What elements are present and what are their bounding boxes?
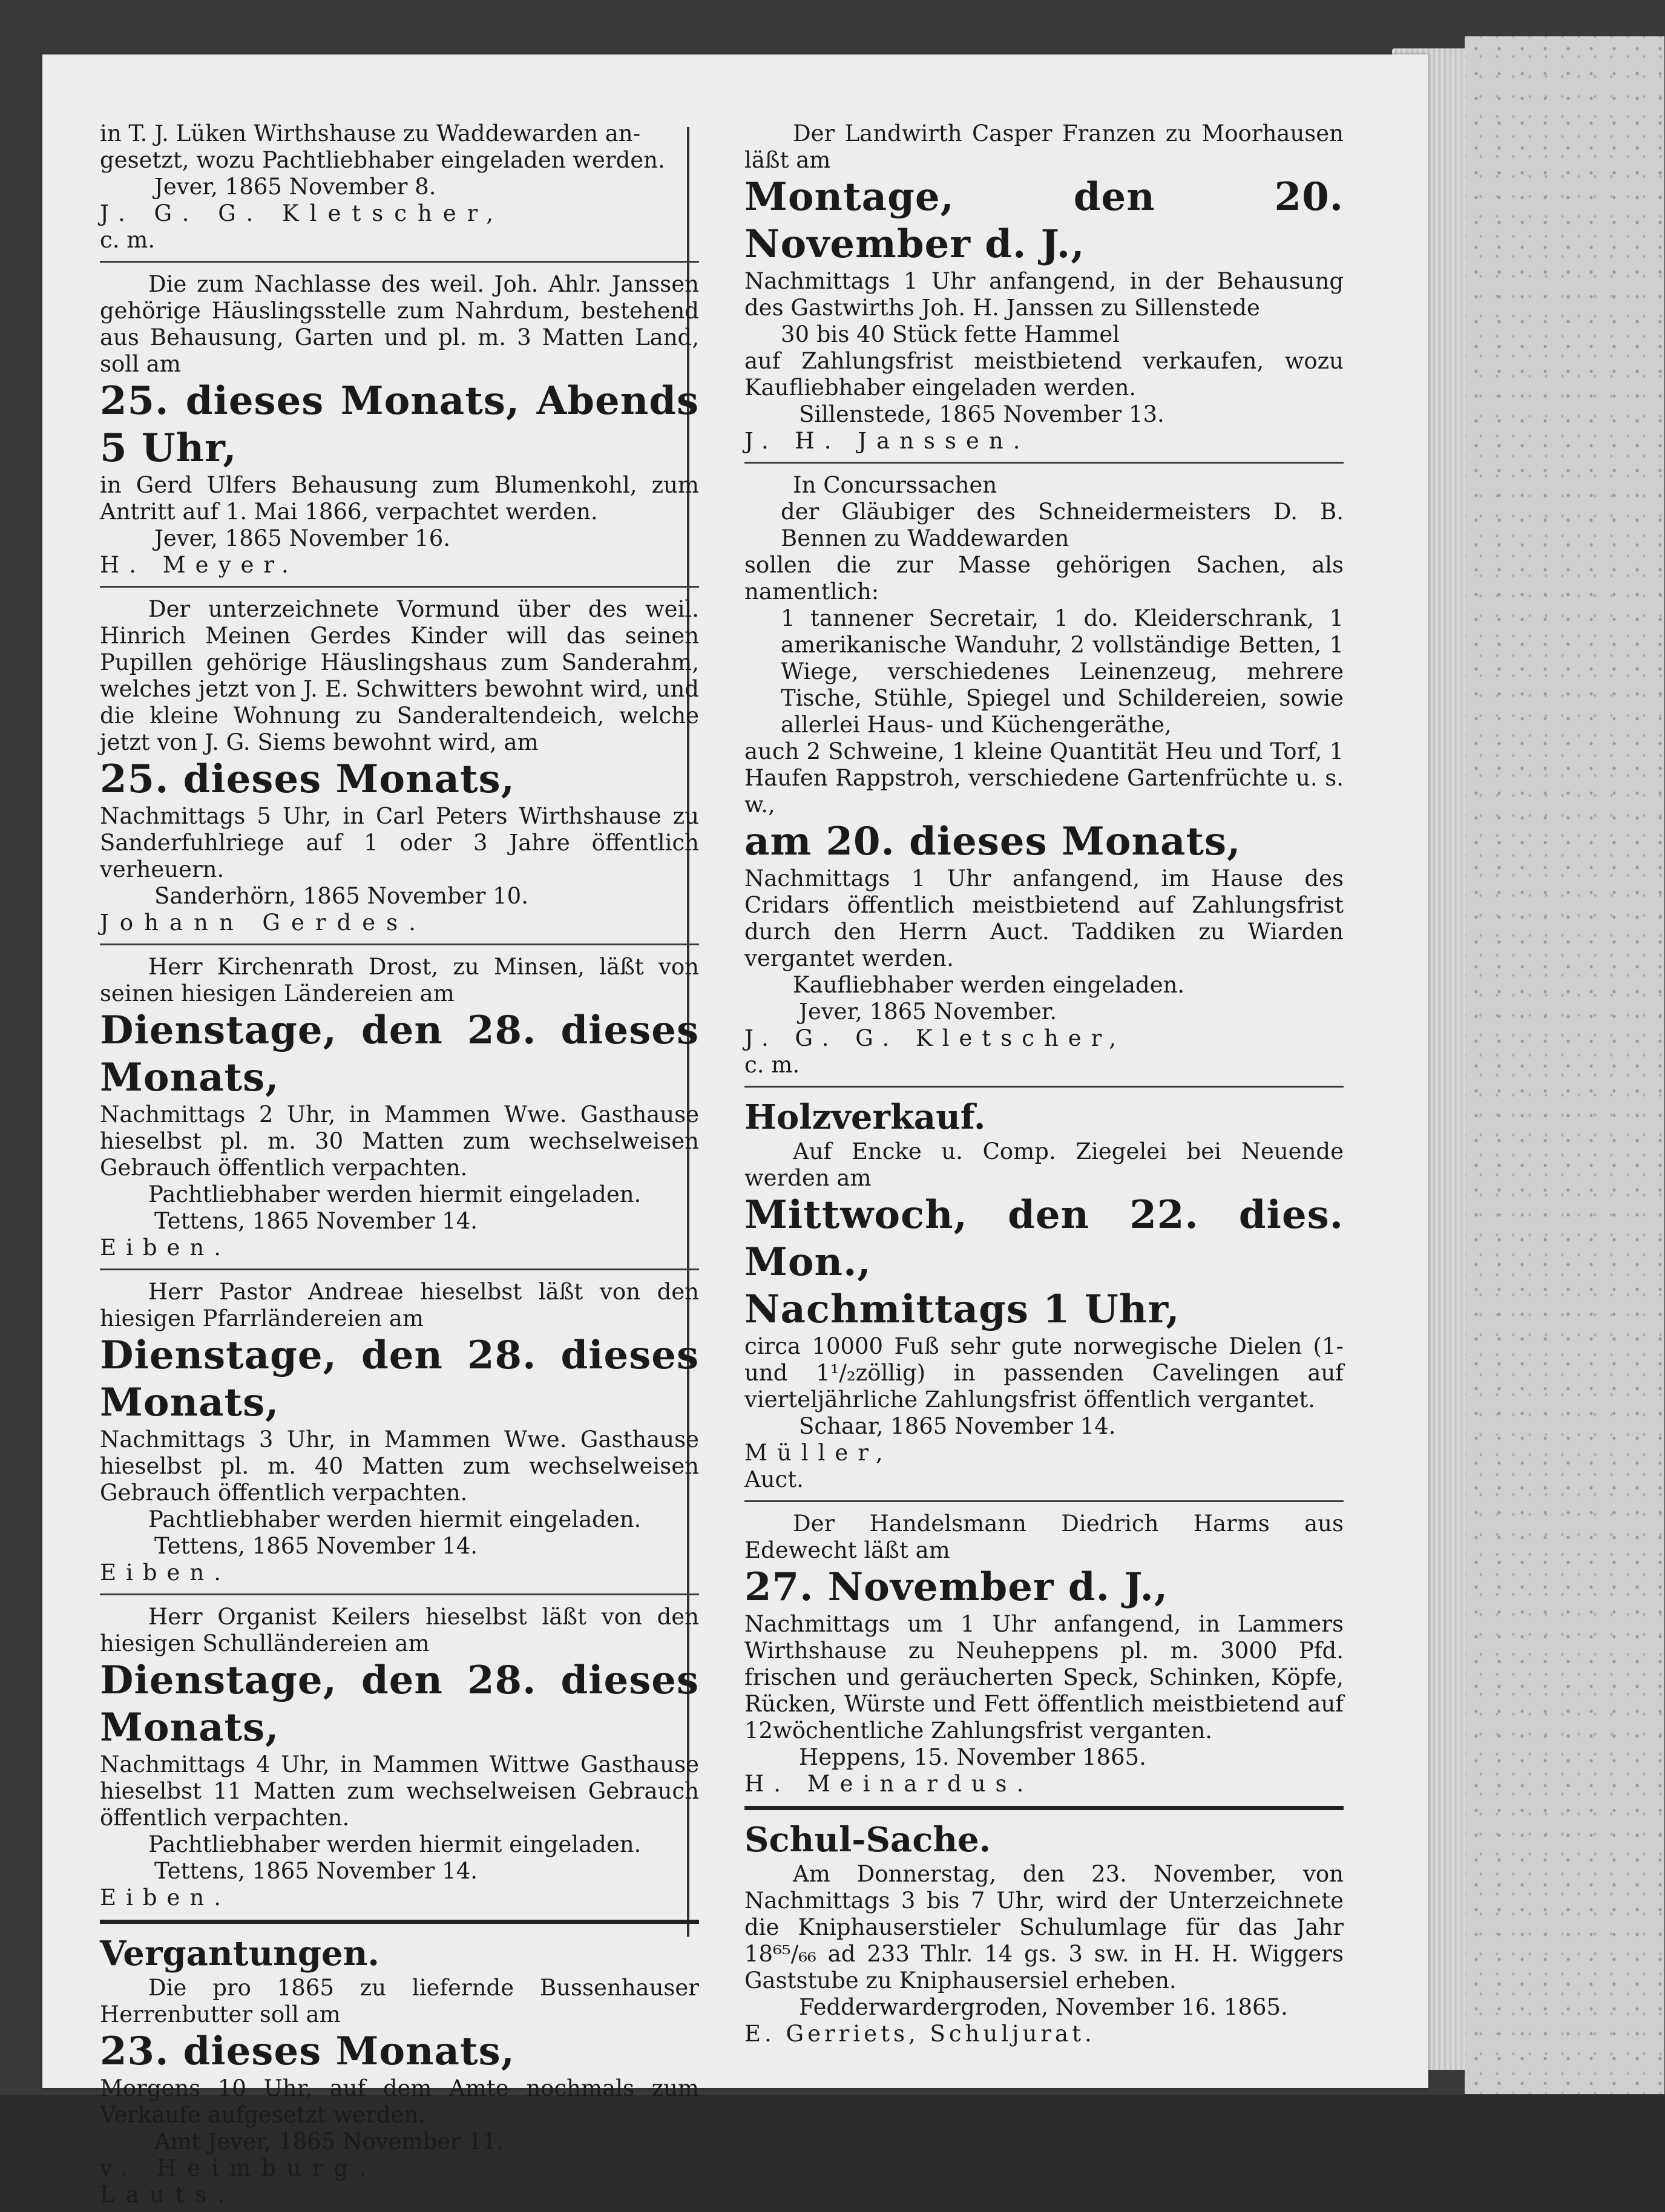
- notice-franzen: [744, 118, 1344, 458]
- notice-line: gesetzt, wozu Pachtliebhaber eingeladen werden.: [100, 147, 665, 173]
- section-title: Schul-Sache.: [744, 1820, 991, 1860]
- notice-text: circa 10000 Fuß sehr gute norwegische Dielen (1- und 1¹/₂zöllig) in passenden Cavelingen auf vierteljährliche Zahlungsfrist öffentlich vergantet.: [744, 1333, 1344, 1413]
- divider: [744, 462, 1344, 464]
- notice-signature: Johann Gerdes.: [100, 910, 427, 936]
- divider: [100, 1268, 699, 1270]
- notice-text: Am Donnerstag, den 23. November, von Nachmittags 3 bis 7 Uhr, wird der Unterzeichnete die Kniphauserstieler Schulumlage für das Jahr 18⁶⁵/₆₆ ad 233 Thlr. 14 gs. 3 sw. in H. H. Wiggers Gaststube zu Kniphausersiel erheben.: [744, 1861, 1344, 1994]
- notice-text: Pachtliebhaber werden hiermit eingeladen.: [148, 1506, 642, 1532]
- notice-harms: [744, 1508, 1344, 1801]
- notice-headline: Montage, den 20. November d. J.,: [744, 174, 1344, 267]
- notice-text: Nachmittags 2 Uhr, in Mammen Wwe. Gasthause hieselbst pl. m. 30 Matten zum wechselweisen Gebrauch öffentlich verpachten.: [100, 1101, 699, 1181]
- notice-place-date: Schaar, 1865 November 14.: [799, 1413, 1116, 1439]
- notice-role: Auct.: [744, 1466, 804, 1492]
- notice-text: Pachtliebhaber werden hiermit eingeladen.: [148, 1181, 642, 1207]
- notice-text: in Gerd Ulfers Behausung zum Blumenkohl, zum Antritt auf 1. Mai 1866, verpachtet werden.: [100, 472, 699, 525]
- section-divider: [100, 1920, 699, 1924]
- notice-signature: E. Gerriets, Schuljurat.: [744, 2021, 1095, 2047]
- notice-text: Nachmittags 5 Uhr, in Carl Peters Wirthshause zu Sanderfuhlriege auf 1 oder 3 Jahre öffentlich verheuern.: [100, 803, 699, 882]
- notice-signature: J. G. G. Kletscher,: [100, 200, 505, 226]
- notice-headline: 25. dieses Monats, Abends 5 Uhr,: [100, 378, 699, 471]
- notice-headline: 23. dieses Monats,: [100, 2029, 515, 2074]
- notice-concurs: [744, 470, 1344, 1082]
- notice-text: Herr Organist Keilers hieselbst läßt von den hiesigen Schulländereien am: [100, 1604, 699, 1656]
- notice-headline: Dienstage, den 28. dieses Monats,: [100, 1333, 699, 1425]
- notice-vormund: [100, 594, 699, 940]
- notice-signature: Müller,: [744, 1440, 893, 1466]
- notice-drost: [100, 951, 699, 1265]
- notice-items: auch 2 Schweine, 1 kleine Quantität Heu und Torf, 1 Haufen Rappstroh, verschiedene Gartenfrüchte u. s. w.,: [744, 738, 1344, 818]
- book-cover: [1465, 36, 1664, 2094]
- notice-place-date: Jever, 1865 November.: [799, 999, 1057, 1025]
- notice-text: Der Handelsmann Diedrich Harms aus Edewecht läßt am: [744, 1511, 1344, 1563]
- notice-text: Morgens 10 Uhr, auf dem Amte nochmals zum Verkaufe aufgesetzt werden.: [100, 2075, 699, 2128]
- notice-place-date: Sanderhörn, 1865 November 10.: [154, 883, 528, 909]
- notice-text: Der unterzeichnete Vormund über des weil. Hinrich Meinen Gerdes Kinder will das seinen Pupillen gehörige Häuslingshaus zum Sanderahm, welches jetzt von J. E. Schwitters bewohnt wird, und die kleine Wohnung zu Sanderaltendeich, welche jetzt von J. G. Siems bewohnt wird, am: [100, 596, 699, 755]
- notice-signature-second: Lauts.: [100, 2182, 236, 2208]
- notice-headline: Dienstage, den 28. dieses Monats,: [100, 1658, 699, 1750]
- section-title: Vergantungen.: [100, 1934, 379, 1974]
- notice-place-date: Tettens, 1865 November 14.: [154, 1533, 478, 1559]
- notice-schulsache: [744, 1816, 1344, 2051]
- notice-signature: H. Meyer.: [100, 552, 298, 578]
- notice-andreae: [100, 1276, 699, 1590]
- notice-place-date: Jever, 1865 November 16.: [154, 525, 451, 551]
- notice-signature: J. G. G. Kletscher,: [744, 1025, 1126, 1051]
- divider: [100, 944, 699, 945]
- section-vergantungen: [100, 1930, 699, 2212]
- notice-text: Pachtliebhaber werden hiermit eingeladen.: [148, 1831, 642, 1857]
- newspaper-page: [42, 54, 1428, 2208]
- notice-text: Die zum Nachlasse des weil. Joh. Ahlr. Janssen gehörige Häuslingsstelle zum Nahrdum, bestehend aus Behausung, Garten und pl. m. 3 Matten Land, soll am: [100, 271, 699, 377]
- section-title: Holzverkauf.: [744, 1097, 986, 1137]
- notice-text: Herr Pastor Andreae hieselbst läßt von den hiesigen Pfarrländereien am: [100, 1279, 699, 1331]
- notice-text: sollen die zur Masse gehörigen Sachen, als namentlich:: [744, 552, 1344, 605]
- notice-text: Nachmittags 4 Uhr, in Mammen Wittwe Gasthause hieselbst 11 Matten zum wechselweisen Gebrauch öffentlich verpachten.: [100, 1751, 699, 1831]
- notice-signature: Eiben.: [100, 1885, 231, 1911]
- notice-text: Der Landwirth Casper Franzen zu Moorhausen läßt am: [744, 120, 1344, 173]
- notice-place-date: Sillenstede, 1865 November 13.: [799, 401, 1164, 427]
- notice-signature: H. Meinardus.: [744, 1771, 1034, 1797]
- notice-text: In Concurssachen: [793, 472, 997, 498]
- notice-signature: Eiben.: [100, 1235, 231, 1261]
- notice-place-date: Heppens, 15. November 1865.: [799, 1744, 1146, 1770]
- notice-place-date: Tettens, 1865 November 14.: [154, 1858, 478, 1884]
- notice-text: auf Zahlungsfrist meistbietend verkaufen, wozu Kaufliebhaber eingeladen werden.: [744, 348, 1344, 401]
- notice-text: Auf Encke u. Comp. Ziegelei bei Neuende werden am: [744, 1138, 1344, 1191]
- divider: [744, 1086, 1344, 1088]
- divider: [100, 261, 699, 263]
- notice-text: Nachmittags 1 Uhr anfangend, im Hause des Cridars öffentlich meistbietend auf Zahlungsfrist durch den Herrn Auct. Taddiken zu Wiarden vergantet werden.: [744, 865, 1344, 971]
- notice-line: in T. J. Lüken Wirthshause zu Waddewarden an-: [100, 120, 641, 146]
- notice-text: Herr Kirchenrath Drost, zu Minsen, läßt von seinen hiesigen Ländereien am: [100, 954, 699, 1006]
- notice-headline: Mittwoch, den 22. dies. Mon.,: [744, 1192, 1344, 1285]
- notice-signature: J. H. Janssen.: [744, 428, 1030, 454]
- notice-text: Nachmittags um 1 Uhr anfangend, in Lammers Wirthshause zu Neuheppens pl. m. 3000 Pfd. frischen und geräucherten Speck, Schinken, Köpfe, Rücken, Würste und Fett öffentlich meistbietend auf 12wöchentliche Zahlungsfrist verganten.: [744, 1611, 1344, 1744]
- divider: [100, 586, 699, 588]
- notice-role: c. m.: [100, 227, 156, 253]
- notice-item: 30 bis 40 Stück fette Hammel: [781, 321, 1120, 347]
- notice-waddewarden: [100, 118, 699, 257]
- notice-headline: 25. dieses Monats,: [100, 756, 515, 802]
- notice-text: Nachmittags 1 Uhr anfangend, in der Behausung des Gastwirths Joh. H. Janssen zu Sillenstede: [744, 268, 1344, 321]
- notice-subheadline: Nachmittags 1 Uhr,: [744, 1287, 1180, 1332]
- notice-place-date: Jever, 1865 November 8.: [154, 174, 436, 200]
- divider: [744, 1500, 1344, 1502]
- divider: [100, 1593, 699, 1595]
- notice-headline: am 20. dieses Monats,: [744, 819, 1241, 864]
- notice-items: 1 tannener Secretair, 1 do. Kleiderschrank, 1 amerikanische Wanduhr, 2 vollständige Betten, 1 Wiege, verschiedenes Leinenzeug, mehrere Tische, Stühle, Spiegel und Schildereien, sowie allerlei Haus- und Küchengeräthe,: [781, 605, 1344, 738]
- notice-text: der Gläubiger des Schneidermeisters D. B. Bennen zu Waddewarden: [781, 499, 1344, 551]
- notice-text: Die pro 1865 zu liefernde Bussenhauser Herrenbutter soll am: [100, 1975, 699, 2027]
- notice-keilers: [100, 1601, 699, 1915]
- notice-place-date: Tettens, 1865 November 14.: [154, 1208, 478, 1234]
- notice-headline: 27. November d. J.,: [744, 1564, 1169, 1610]
- notice-headline: Dienstage, den 28. dieses Monats,: [100, 1008, 699, 1100]
- left-column: [100, 118, 699, 2212]
- notice-holzverkauf: [744, 1094, 1344, 1497]
- notice-place-date: Fedderwardergroden, November 16. 1865.: [799, 1994, 1288, 2020]
- notice-text: Kaufliebhaber werden eingeladen.: [793, 972, 1185, 998]
- notice-janssen: [100, 269, 699, 582]
- notice-signature: v. Heimburg.: [100, 2155, 377, 2181]
- notice-role: c. m.: [744, 1052, 800, 1078]
- right-column: [744, 118, 1344, 2051]
- notice-place-date: Amt Jever, 1865 November 11.: [154, 2128, 504, 2155]
- notice-text: Nachmittags 3 Uhr, in Mammen Wwe. Gasthause hieselbst pl. m. 40 Matten zum wechselweisen Gebrauch öffentlich verpachten.: [100, 1426, 699, 1506]
- notice-signature: Eiben.: [100, 1560, 231, 1586]
- section-divider: [744, 1806, 1344, 1810]
